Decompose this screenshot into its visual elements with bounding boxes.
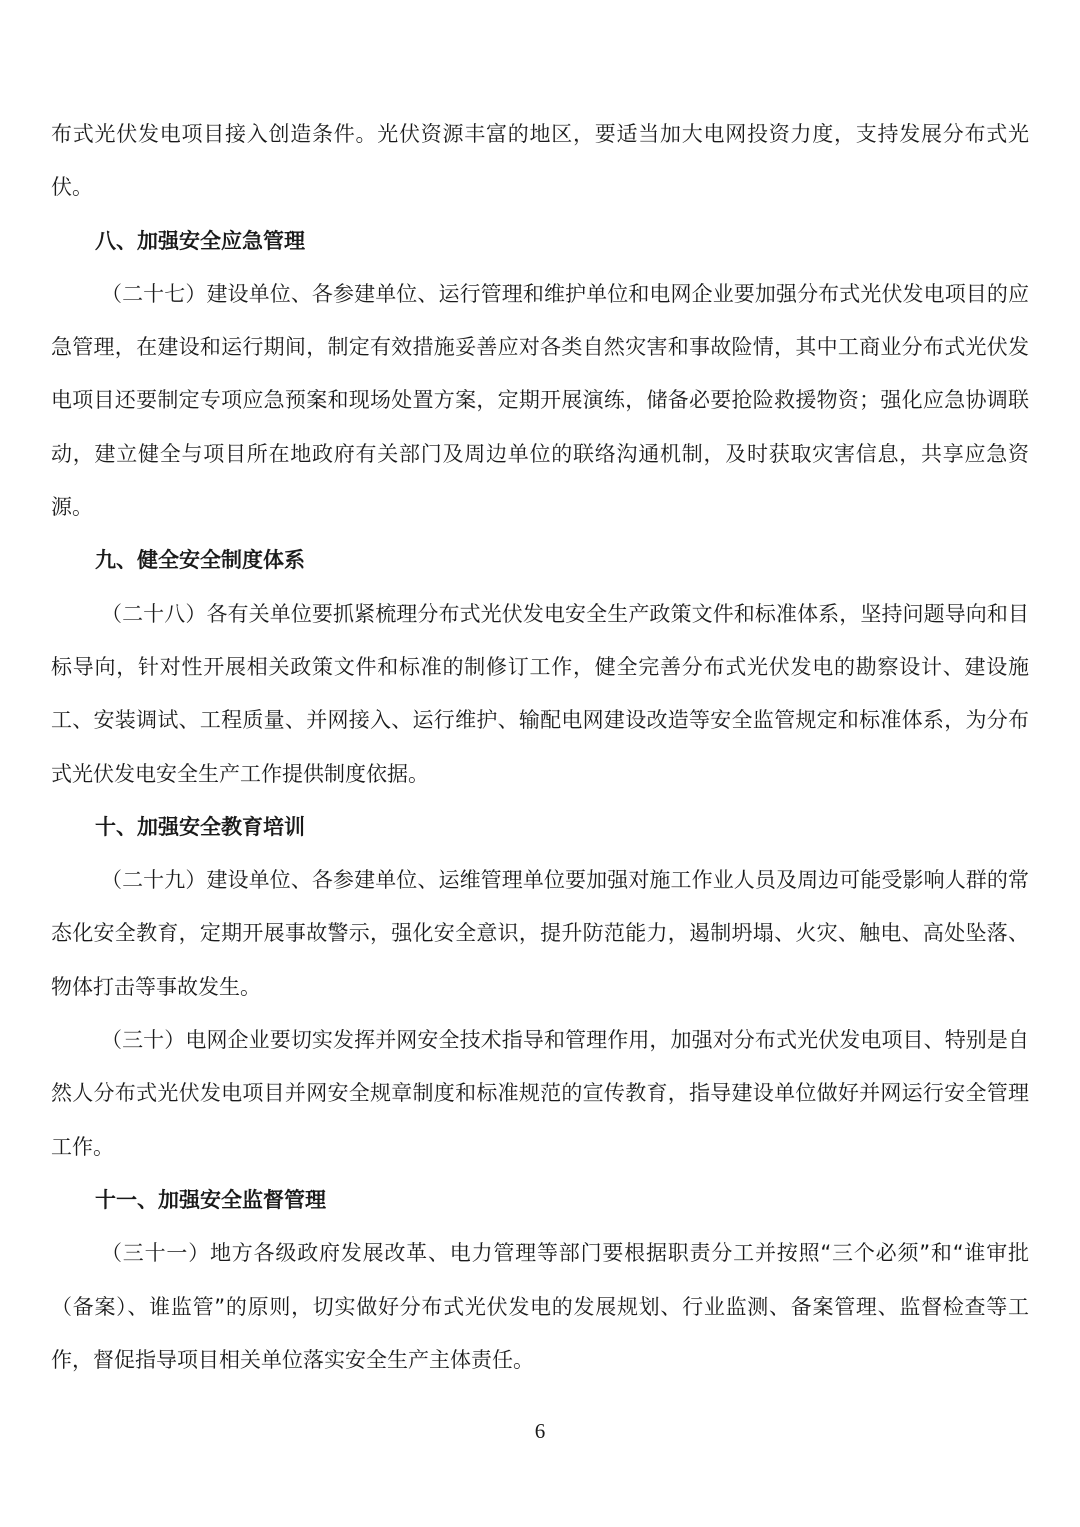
paragraph-27: （二十七）建设单位、各参建单位、运行管理和维护单位和电网企业要加强分布式光伏发电项目的应急管理，在建设和运行期间，制定有效措施妥善应对各类自然灾害和事故险情，其中工商业分布式光伏发电项目还要制定专项应急预案和现场处置方案，定期开展演练，储备必要抢险救援物资；强化应急协调联动，建立健全与项目所在地政府有关部门及周边单位的联络沟通机制，及时获取灾害信息，共享应急资源。 (51, 281, 1029, 520)
section-heading-9: 九、健全安全制度体系 (95, 548, 305, 573)
section-heading-11: 十一、加强安全监督管理 (95, 1187, 326, 1212)
document-body (51, 108, 1029, 1387)
section-heading-10: 十、加强安全教育培训 (95, 814, 305, 839)
paragraph-28: （二十八）各有关单位要抓紧梳理分布式光伏发电安全生产政策文件和标准体系，坚持问题导向和目标导向，针对性开展相关政策文件和标准的制修订工作，健全完善分布式光伏发电的勘察设计、建设施工、安装调试、工程质量、并网接入、运行维护、输配电网建设改造等安全监管规定和标准体系，为分布式光伏发电安全生产工作提供制度依据。 (51, 601, 1029, 786)
paragraph-29: （二十九）建设单位、各参建单位、运维管理单位要加强对施工作业人员及周边可能受影响人群的常态化安全教育，定期开展事故警示，强化安全意识，提升防范能力，遏制坍塌、火灾、触电、高处坠落、物体打击等事故发生。 (51, 868, 1029, 999)
paragraph-30: （三十）电网企业要切实发挥并网安全技术指导和管理作用，加强对分布式光伏发电项目、特别是自然人分布式光伏发电项目并网安全规章制度和标准规范的宣传教育，指导建设单位做好并网运行安全管理工作。 (51, 1028, 1029, 1159)
section-heading-8: 八、加强安全应急管理 (95, 228, 305, 253)
page-number: 6 (534, 1419, 546, 1443)
continuation-paragraph: 布式光伏发电项目接入创造条件。光伏资源丰富的地区，要适当加大电网投资力度，支持发展分布式光伏。 (51, 122, 1029, 200)
paragraph-31: （三十一）地方各级政府发展改革、电力管理等部门要根据职责分工并按照“三个必须”和“谁审批（备案）、谁监管”的原则，切实做好分布式光伏发电的发展规划、行业监测、备案管理、监督检查等工作，督促指导项目相关单位落实安全生产主体责任。 (51, 1241, 1029, 1372)
